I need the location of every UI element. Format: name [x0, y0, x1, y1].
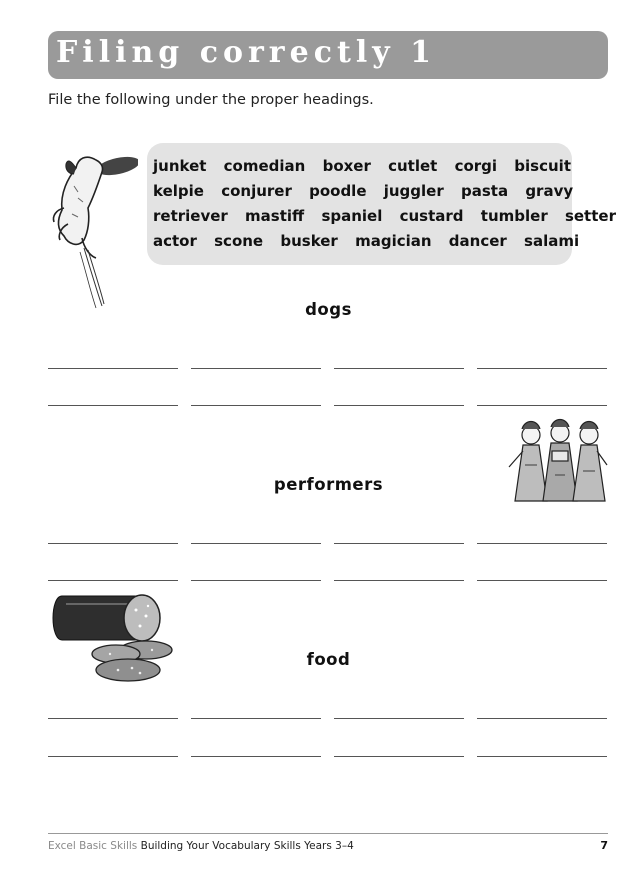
answer-line[interactable]	[48, 543, 178, 544]
answer-line[interactable]	[477, 368, 607, 369]
answer-line[interactable]	[191, 405, 321, 406]
footer-series: Excel Basic Skills	[48, 840, 138, 852]
word-row	[147, 207, 616, 225]
answer-line[interactable]	[48, 368, 178, 369]
answer-line[interactable]	[477, 405, 607, 406]
heading-food: food	[306, 650, 351, 669]
word: custard	[399, 207, 464, 225]
answer-line[interactable]	[48, 405, 178, 406]
answer-line[interactable]	[477, 718, 607, 719]
answer-line[interactable]	[334, 718, 464, 719]
dog-leaping-frisbee-illustration	[38, 148, 138, 310]
word: pasta	[460, 182, 509, 200]
answer-line[interactable]	[477, 543, 607, 544]
answer-line[interactable]	[191, 756, 321, 757]
word: spaniel	[321, 207, 383, 225]
word-row	[147, 157, 572, 175]
page-number: 7	[600, 839, 608, 852]
answer-line[interactable]	[191, 580, 321, 581]
word: juggler	[383, 182, 444, 200]
answer-line[interactable]	[48, 756, 178, 757]
title-banner	[48, 31, 608, 79]
word: dancer	[448, 232, 507, 250]
word: scone	[214, 232, 264, 250]
word: cutlet	[388, 157, 438, 175]
word: corgi	[454, 157, 498, 175]
answer-line[interactable]	[48, 718, 178, 719]
heading-dogs: dogs	[305, 300, 352, 319]
answer-line[interactable]	[334, 405, 464, 406]
word: conjurer	[221, 182, 292, 200]
word-bank	[147, 143, 616, 265]
word: poodle	[309, 182, 367, 200]
footer-divider	[48, 833, 608, 834]
word: junket	[153, 157, 207, 175]
page-title: Filing correctly 1	[56, 35, 436, 70]
word: biscuit	[514, 157, 571, 175]
word: kelpie	[153, 182, 204, 200]
word: gravy	[525, 182, 574, 200]
word: salami	[524, 232, 580, 250]
answer-line[interactable]	[477, 756, 607, 757]
instruction-text: File the following under the proper headings.	[48, 92, 374, 108]
footer-citation	[48, 840, 354, 852]
answer-line[interactable]	[334, 368, 464, 369]
word: tumbler	[480, 207, 548, 225]
footer-book-title: Building Your Vocabulary Skills Years 3–4	[140, 840, 354, 852]
word: busker	[280, 232, 338, 250]
answer-line[interactable]	[48, 580, 178, 581]
answer-line[interactable]	[477, 580, 607, 581]
heading-performers: performers	[273, 475, 384, 494]
word: comedian	[223, 157, 306, 175]
word: mastiff	[245, 207, 305, 225]
salami-illustration	[48, 590, 176, 690]
word-row	[147, 182, 572, 200]
answer-line[interactable]	[334, 756, 464, 757]
word: setter	[564, 207, 616, 225]
answer-line[interactable]	[334, 580, 464, 581]
answer-line[interactable]	[334, 543, 464, 544]
word: actor	[153, 232, 197, 250]
word: retriever	[153, 207, 228, 225]
answer-line[interactable]	[191, 543, 321, 544]
answer-line[interactable]	[191, 368, 321, 369]
answer-line[interactable]	[191, 718, 321, 719]
word-row	[147, 232, 580, 250]
word: boxer	[322, 157, 371, 175]
word: magician	[355, 232, 432, 250]
